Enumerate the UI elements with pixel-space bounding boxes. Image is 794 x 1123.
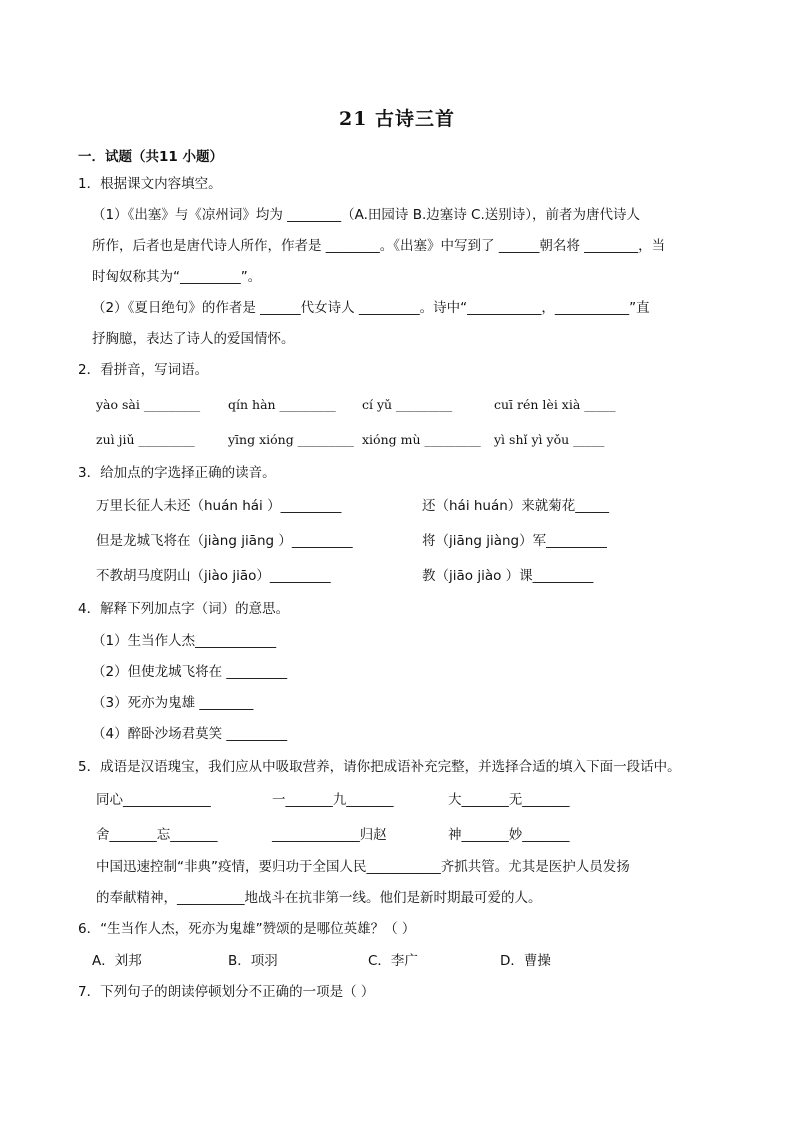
q3-right-3: 教（jiāo jiào ）课_________ [422, 568, 594, 584]
q6-option-c: C．李广 [368, 953, 418, 969]
q6-option-d: D．曹操 [500, 953, 551, 969]
q6-stem: 6．“生当作人杰，死亦为鬼雄”赞颂的是哪位英雄？（ ） [78, 921, 416, 937]
q7-stem: 7．下列句子的朗读停顿划分不正确的一项是（ ） [78, 984, 375, 1000]
q2-item-2: qín hàn _________ [228, 397, 336, 412]
q1-stem: 1．根据课文内容填空。 [78, 176, 222, 192]
q1-line-4: （2）《夏日绝句》的作者是 ______代女诗人 _________。诗中“___________，___________”直 [92, 300, 650, 316]
q3-left-2: 但是龙城飞将在（jiàng jiāng ）_________ [96, 533, 353, 549]
q5-stem: 5．成语是汉语瑰宝，我们应从中吸取营养，请你把成语补充完整，并选择合适的填入下面一段话中。 [78, 759, 681, 775]
q3-left-1: 万里长征人未还（huán hái ）_________ [96, 498, 342, 514]
q5-paragraph-2: 的奉献精神，__________地战斗在抗非第一线。他们是新时期最可爱的人。 [96, 890, 542, 906]
q1-line-5: 抒胸臆，表达了诗人的爱国情怀。 [92, 331, 295, 347]
q3-stem: 3．给加点的字选择正确的读音。 [78, 465, 276, 481]
q4-item-3: （3）死亦为鬼雄 ________ [92, 695, 254, 711]
q4-item-1: （1）生当作人杰____________ [92, 633, 277, 649]
q2-item-1: yào sài _________ [96, 397, 201, 412]
q2-item-4: cuī rén lèi xià _____ [494, 397, 616, 412]
q1-line-2: 所作，后者也是唐代诗人所作，作者是 ________。《出塞》中写到了 ______朝名将 ________，当 [92, 238, 666, 254]
q5-paragraph-1: 中国迅速控制“非典”疫情，要归功于全国人民___________齐抓共管。尤其是医护人员发扬 [96, 859, 630, 875]
q1-line-1: （1）《出塞》与《凉州词》均为 ________（A.田园诗 B.边塞诗 C.送别诗），前者为唐代诗人 [92, 207, 641, 223]
q5-idiom-1: 同心_____________ [96, 792, 211, 808]
q2-item-5: zuì jiǔ _________ [96, 432, 195, 447]
section-heading: 一．试题（共11 小题） [78, 149, 223, 165]
q2-stem: 2．看拼音，写词语。 [78, 362, 209, 378]
q5-idiom-5: _____________归赵 [272, 827, 387, 843]
q2-item-8: yì shǐ yì yǒu _____ [494, 432, 605, 447]
q3-right-1: 还（hái huán）来就菊花_____ [422, 498, 610, 514]
q5-idiom-4: 舍_______忘_______ [96, 827, 218, 843]
q5-idiom-3: 大_______无_______ [448, 792, 570, 808]
q6-option-b: B．项羽 [228, 953, 278, 969]
q3-right-2: 将（jiāng jiàng）军_________ [422, 533, 607, 549]
q2-item-7: xióng mù _________ [362, 432, 481, 447]
q5-idiom-2: 一_______九_______ [272, 792, 394, 808]
page-title: 21 古诗三首 [338, 108, 456, 130]
q5-idiom-6: 神_______妙_______ [448, 827, 570, 843]
q6-option-a: A．刘邦 [92, 953, 142, 969]
q3-left-3: 不教胡马度阴山（jiào jiāo）_________ [96, 568, 331, 584]
q1-line-3: 时匈奴称其为“_________”。 [92, 269, 262, 285]
q2-item-3: cí yǔ _________ [362, 397, 453, 412]
q4-stem: 4．解释下列加点字（词）的意思。 [78, 601, 290, 617]
q2-item-6: yīng xióng _________ [228, 432, 354, 447]
q4-item-2: （2）但使龙城飞将在 _________ [92, 664, 288, 680]
q4-item-4: （4）醉卧沙场君莫笑 _________ [92, 726, 288, 742]
